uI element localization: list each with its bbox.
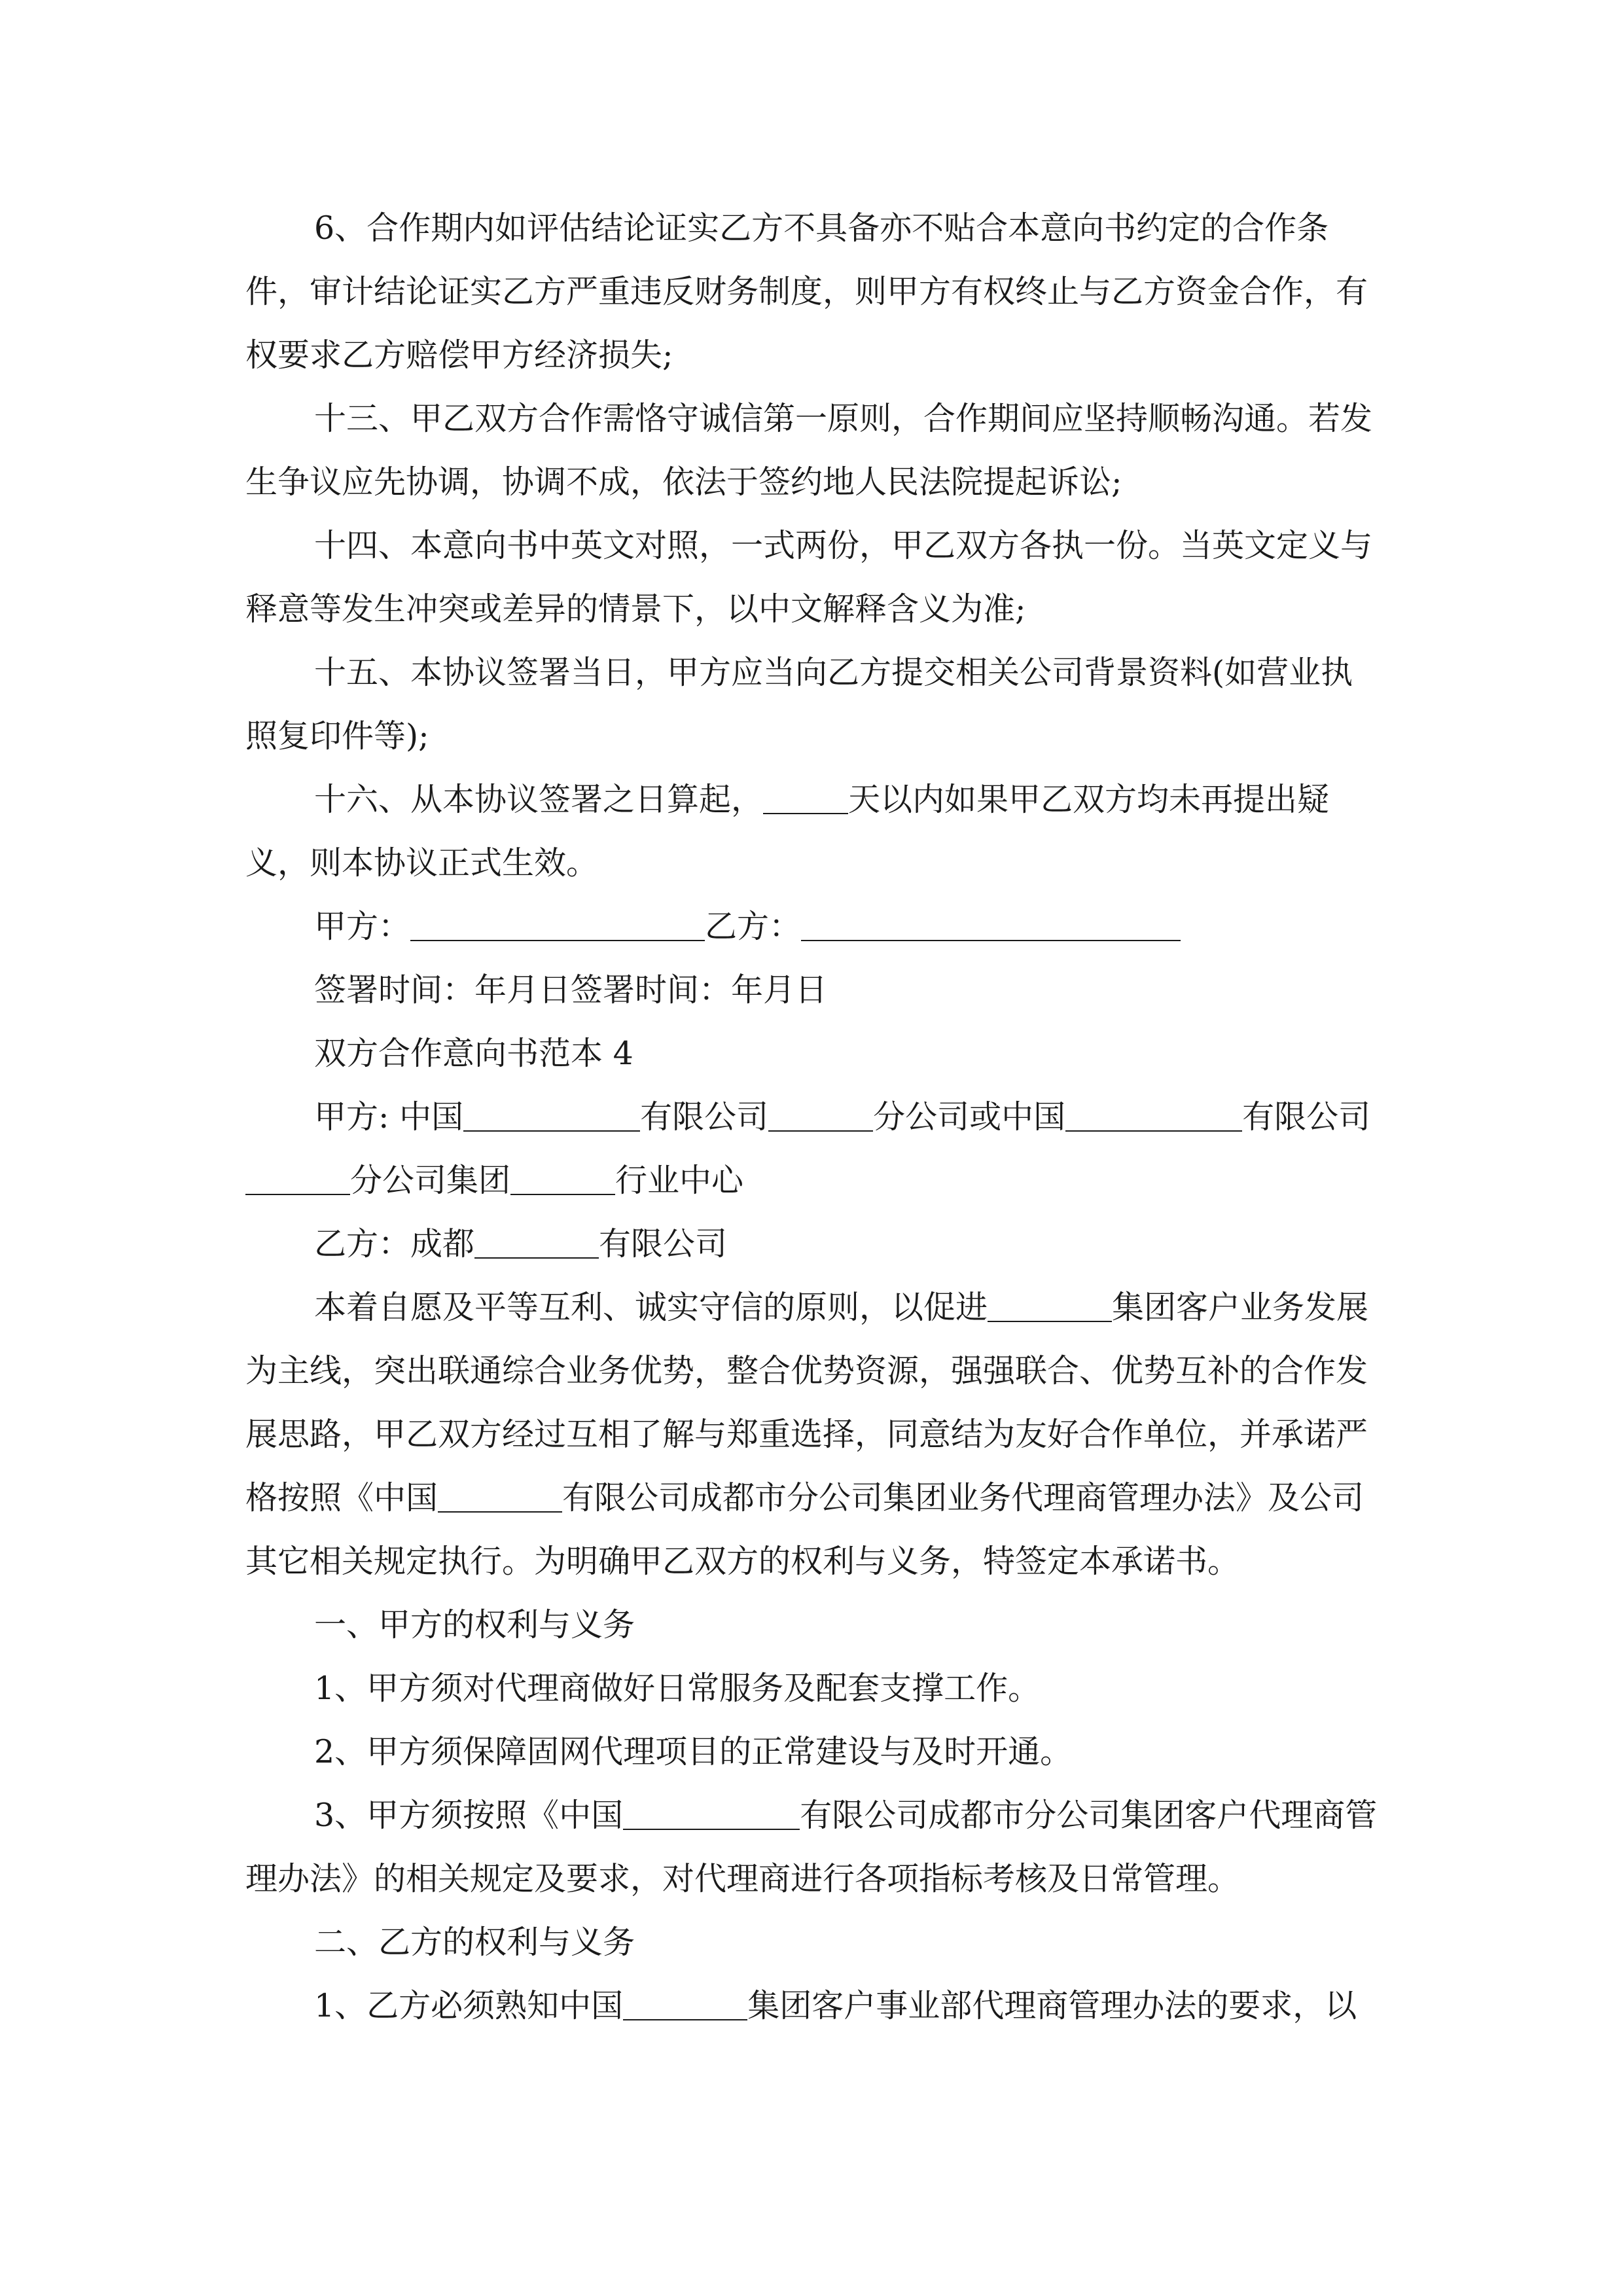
section-1-heading-text: 一、甲方的权利与义务 [314, 1606, 635, 1643]
party-a-duty-2 [245, 1720, 1384, 1784]
party-b-duty-1-text-1: 1、乙方必须熟知中国 [314, 1987, 624, 2024]
clause-15 [245, 641, 1384, 768]
party-a-duty-1 [245, 1657, 1384, 1720]
template-title-text: 双方合作意向书范本 4 [314, 1035, 633, 1072]
party-b-sign-blank [801, 908, 1181, 941]
party-a-duty-3-blank [623, 1797, 800, 1830]
intro-text-1: 本着自愿及平等互利、诚实守信的原则，以促进 [314, 1289, 988, 1326]
intro-paragraph [245, 1276, 1384, 1593]
intro-text-2: 集团客户业务发展为主线，突出联通综合业务优势，整合优势资源，强强联合、优势互补的合作发展思路，甲乙双方经过互相了解与郑重选择，同意结为友好合作单位，并承诺严格按照《中国 [245, 1289, 1369, 1516]
party-b-duty-1 [245, 1974, 1384, 2037]
clause-6-text: 6、合作期内如评估结论证实乙方不具备亦不贴合本意向书约定的合作条件，审计结论证实乙方严重违反财务制度，则甲方有权终止与乙方资金合作，有权要求乙方赔偿甲方经济损失; [245, 209, 1368, 374]
party-a-text-2: 有限公司 [640, 1098, 769, 1136]
party-b-sign-label: 乙方： [705, 908, 802, 945]
document-body [245, 196, 1384, 2037]
clause-6 [245, 196, 1384, 387]
intro-blank-1 [988, 1289, 1112, 1322]
section-2-heading [245, 1910, 1384, 1974]
party-a-text-7: 行业中心 [615, 1162, 744, 1199]
section-2-heading-text: 二、乙方的权利与义务 [314, 1924, 635, 1961]
party-a-duty-3 [245, 1784, 1384, 1910]
party-b-info [245, 1212, 1384, 1276]
party-a-duty-2-text: 2、甲方须保障固网代理项目的正常建设与及时开通。 [314, 1733, 1073, 1770]
party-a-blank-1 [463, 1098, 640, 1132]
party-a-text-6: 分公司集团 [350, 1162, 511, 1199]
intro-blank-2 [438, 1479, 562, 1513]
party-a-blank-2 [768, 1098, 873, 1132]
clause-13-text: 十三、甲乙双方合作需恪守诚信第一原则，合作期间应坚持顺畅沟通。若发生争议应先协调，协调不成，依法于签约地人民法院提起诉讼; [245, 400, 1373, 501]
sign-time-line [245, 958, 1384, 1022]
clause-16-text-a: 十六、从本协议签署之日算起， [314, 781, 764, 818]
party-a-text-5: 司 [1338, 1098, 1371, 1136]
signature-line [245, 895, 1384, 958]
party-b-text-2: 有限公司 [599, 1225, 728, 1263]
party-b-text-1: 乙方：成都 [314, 1225, 475, 1263]
party-a-info [245, 1085, 1384, 1212]
party-b-duty-1-blank [623, 1987, 747, 2020]
party-a-duty-3-text-2: 有限公司成都市分公司集团客户代理商管理办法》的相关规定及要求，对代理商进行各项指标考核及日常管理。 [245, 1797, 1378, 1897]
clause-14 [245, 514, 1384, 641]
clause-15-text: 十五、本协议签署当日，甲方应当向乙方提交相关公司背景资料(如营业执照复印件等); [245, 654, 1353, 755]
clause-14-text: 十四、本意向书中英文对照，一式两份，甲乙双方各执一份。当英文定义与释意等发生冲突或差异的情景下，以中文解释含义为准; [245, 527, 1373, 628]
clause-13 [245, 387, 1384, 514]
intro-text-3: 有限公司成都市分公司集团业务代理商管理办法》及公司其它相关规定执行。为明确甲乙双方的权利与义务，特签定本承诺书。 [245, 1479, 1364, 1580]
party-a-blank-3 [1065, 1098, 1242, 1132]
party-a-sign-blank [410, 908, 705, 941]
days-blank [763, 781, 848, 814]
party-a-sign-label: 甲方： [314, 908, 411, 945]
section-1-heading [245, 1593, 1384, 1657]
template-title [245, 1022, 1384, 1085]
party-b-duty-1-text-2: 集团客户事业部代理商管理办法的要求，以 [747, 1987, 1357, 2024]
party-a-blank-4 [245, 1162, 350, 1195]
party-a-duty-1-text: 1、甲方须对代理商做好日常服务及配套支撑工作。 [314, 1670, 1041, 1707]
party-a-text-1: 甲方: 中国 [314, 1098, 464, 1136]
party-b-blank [474, 1225, 599, 1259]
party-a-blank-5 [510, 1162, 615, 1195]
party-a-duty-3-text-1: 3、甲方须按照《中国 [314, 1797, 624, 1834]
clause-16 [245, 768, 1384, 895]
party-a-text-3: 分公司或中国 [873, 1098, 1066, 1136]
sign-time-text: 签署时间：年月日签署时间：年月日 [314, 971, 828, 1009]
party-a-text-4: 有限公 [1242, 1098, 1339, 1136]
clause-16-text-b: 天以内如果甲乙双方均未再提出疑义，则本协议正式生效。 [245, 781, 1330, 882]
